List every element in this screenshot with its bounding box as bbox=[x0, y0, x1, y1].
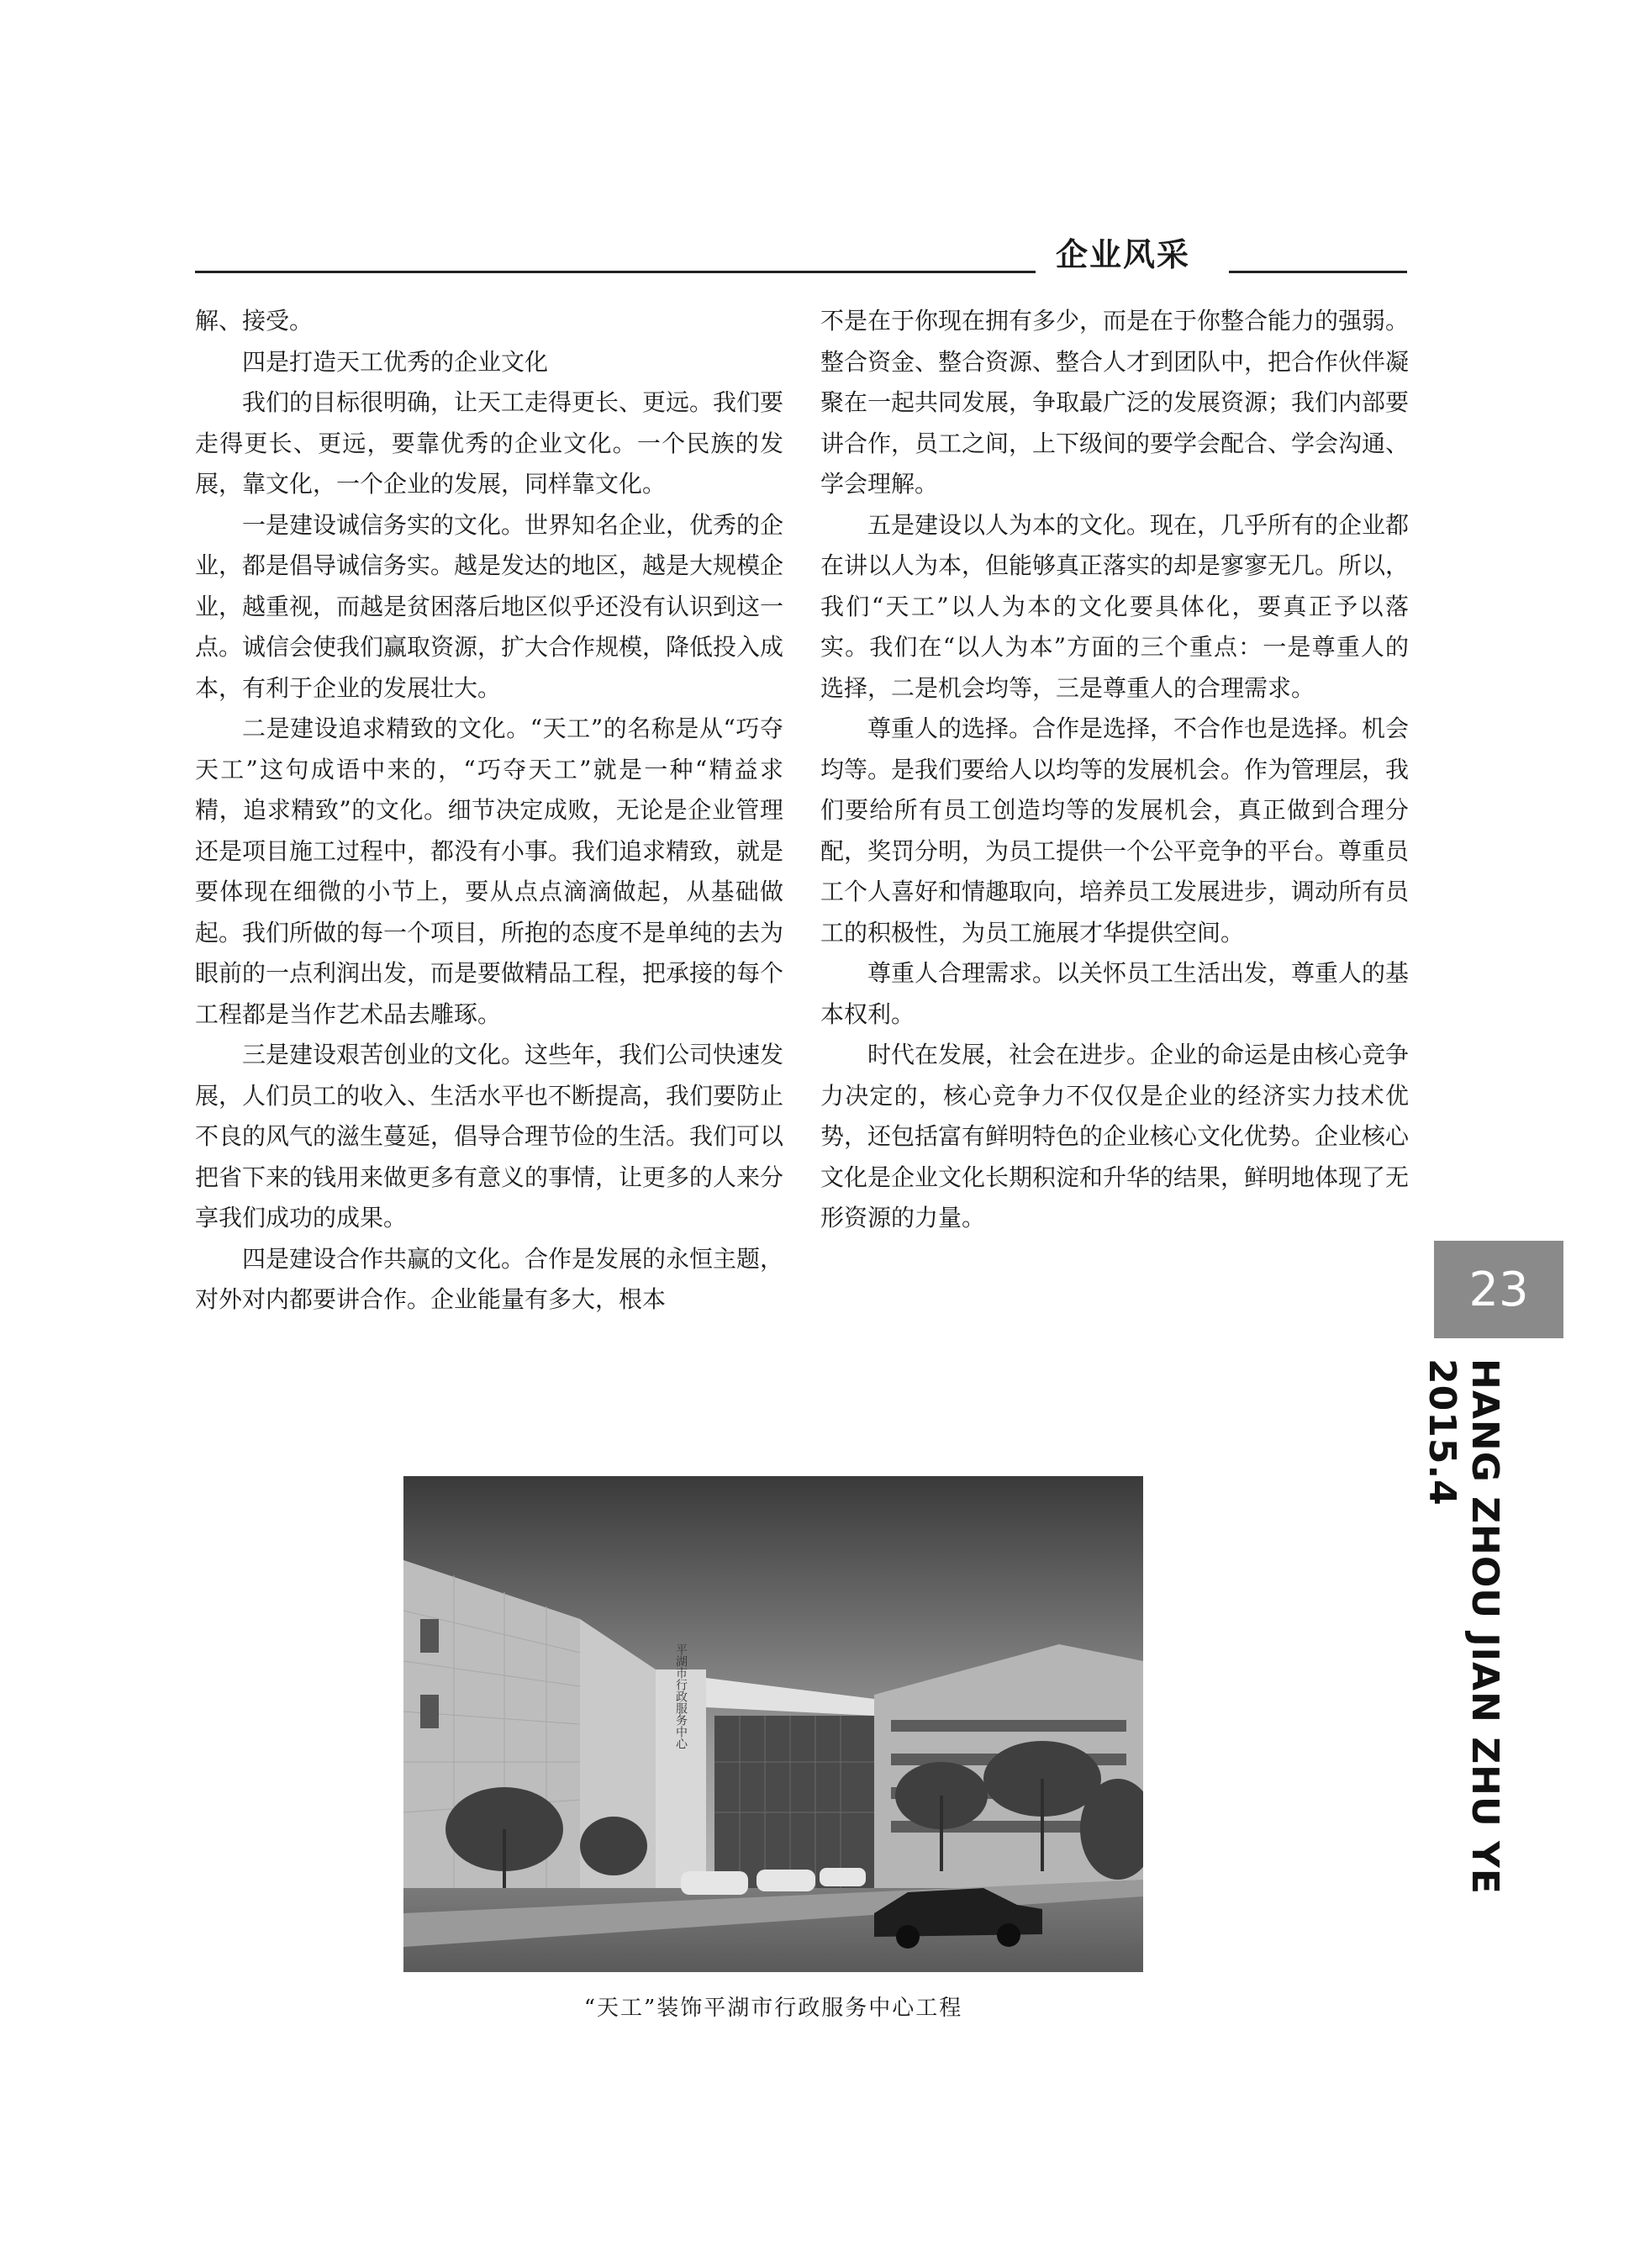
building-photo-illustration bbox=[403, 1476, 1143, 1972]
article-paragraph: 尊重人合理需求。以关怀员工生活出发，尊重人的基本权利。 bbox=[820, 959, 1410, 1028]
building-sign-text: 平湖市行政服务中心 bbox=[674, 1643, 688, 1749]
article-paragraph: 二是建设追求精致的文化。“天工”的名称是从“巧夺天工”这句成语中来的，“巧夺天工”就是一种“精益求精，追求精致”的文化。细节决定成败，无论是企业管理还是项目施工过程中，都没有小事。我们追求精致，就是要体现在细微的小节上，要从点点滴滴做起，从基础做起。我们所做的每一个项目，所抱的态度不是单纯的去为眼前的一点利润出发，而是要做精品工程，把承接的每个工程都是当作艺术品去雕琢。 bbox=[195, 715, 784, 1028]
building-photo bbox=[403, 1476, 1143, 1972]
section-title: 企业风采 bbox=[1056, 236, 1191, 273]
article-paragraph: 五是建设以人为本的文化。现在，几乎所有的企业都在讲以人为本，但能够真正落实的却是寥寥无几。所以，我们“天工”以人为本的文化要具体化，要真正予以落实。我们在“以人为本”方面的三个重点：一是尊重人的选择，二是机会均等，三是尊重人的合理需求。 bbox=[820, 510, 1410, 702]
article-paragraph: 时代在发展，社会在进步。企业的命运是由核心竞争力决定的，核心竞争力不仅仅是企业的经济实力技术优势，还包括富有鲜明特色的企业核心文化优势。企业核心文化是企业文化长期积淀和升华的结果，鲜明地体现了无形资源的力量。 bbox=[820, 1041, 1410, 1232]
article-paragraph: 三是建设艰苦创业的文化。这些年，我们公司快速发展，人们员工的收入、生活水平也不断提高，我们要防止不良的风气的滋生蔓延，倡导合理节俭的生活。我们可以把省下来的钱用来做更多有意义的事情，让更多的人来分享我们成功的成果。 bbox=[195, 1041, 784, 1232]
journal-issue-vertical: HANG ZHOU JIAN ZHU YE 2015.4 bbox=[1421, 1358, 1506, 1895]
article-paragraph: 四是建设合作共赢的文化。合作是发展的永恒主题，对外对内都要讲合作。企业能量有多大，根本 bbox=[195, 1244, 784, 1313]
article-paragraph: 解、接受。 bbox=[195, 307, 314, 335]
photo-caption: “天工”装饰平湖市行政服务中心工程 bbox=[583, 1996, 963, 2021]
article-paragraph: 不是在于你现在拥有多少，而是在于你整合能力的强弱。整合资金、整合资源、整合人才到团队中，把合作伙伴凝聚在一起共同发展，争取最广泛的发展资源；我们内部要讲合作，员工之间，上下级间的要学会配合、学会沟通、学会理解。 bbox=[820, 307, 1410, 498]
article-paragraph: 尊重人的选择。合作是选择，不合作也是选择。机会均等。是我们要给人以均等的发展机会。作为管理层，我们要给所有员工创造均等的发展机会，真正做到合理分配，奖罚分明，为员工提供一个公平竞争的平台。尊重员工个人喜好和情趣取向，培养员工发展进步，调动所有员工的积极性，为员工施展才华提供空间。 bbox=[820, 715, 1410, 947]
article-column-left bbox=[195, 301, 783, 1321]
article-column-right bbox=[820, 301, 1409, 1239]
header-rule-right bbox=[1229, 271, 1407, 273]
page-number: 23 bbox=[1434, 1241, 1563, 1338]
article-paragraph: 我们的目标很明确，让天工走得更长、更远。我们要走得更长、更远，要靠优秀的企业文化。一个民族的发展，靠文化，一个企业的发展，同样靠文化。 bbox=[195, 388, 784, 498]
header-rule-left bbox=[195, 271, 1036, 273]
article-paragraph: 一是建设诚信务实的文化。世界知名企业，优秀的企业，都是倡导诚信务实。越是发达的地区，越是大规模企业，越重视，而越是贫困落后地区似乎还没有认识到这一点。诚信会使我们赢取资源，扩大合作规模，降低投入成本，有利于企业的发展壮大。 bbox=[195, 510, 784, 702]
article-paragraph: 四是打造天工优秀的企业文化 bbox=[242, 347, 549, 376]
